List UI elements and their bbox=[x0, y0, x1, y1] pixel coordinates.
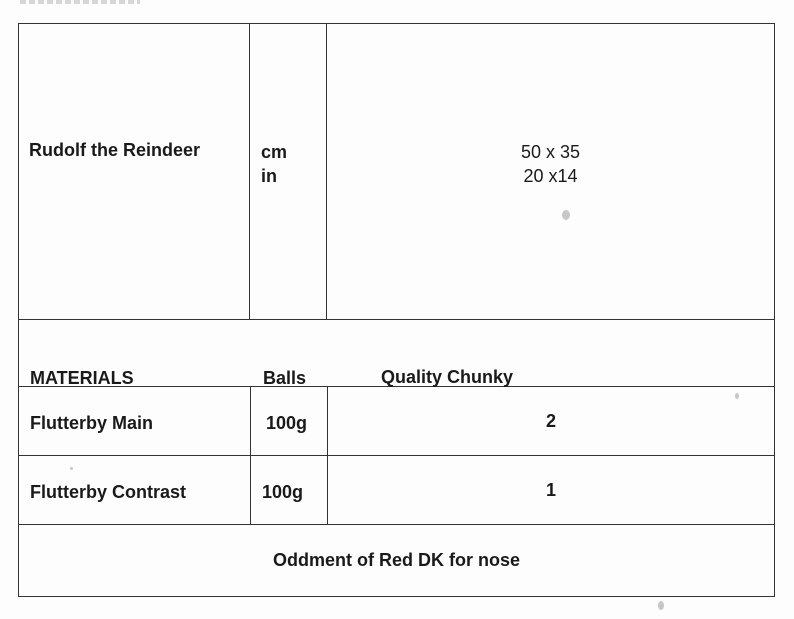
divider bbox=[250, 386, 251, 524]
size-cm-value: 50 x 35 bbox=[520, 142, 581, 162]
material-weight: 100g bbox=[262, 482, 304, 502]
design-name: Rudolf the Reindeer bbox=[29, 140, 201, 160]
material-quantity: 1 bbox=[545, 480, 556, 500]
quality-header: Quality Chunky bbox=[381, 367, 514, 387]
units-column bbox=[261, 140, 287, 188]
faint-header-text bbox=[20, 0, 140, 4]
unit-cm: cm bbox=[261, 142, 288, 162]
divider bbox=[327, 386, 328, 524]
material-name: Flutterby Main bbox=[30, 413, 154, 433]
scan-speck bbox=[658, 601, 664, 610]
unit-in: in bbox=[261, 166, 277, 186]
scan-speck bbox=[562, 210, 570, 220]
materials-header: MATERIALS bbox=[30, 368, 134, 388]
balls-header: Balls bbox=[263, 368, 307, 388]
divider bbox=[249, 24, 250, 320]
material-quantity: 2 bbox=[545, 411, 556, 431]
size-in-value: 20 x14 bbox=[523, 166, 578, 186]
pattern-table bbox=[18, 23, 775, 597]
divider bbox=[19, 319, 774, 320]
sizes-column bbox=[327, 140, 774, 188]
scan-speck bbox=[70, 467, 73, 470]
divider bbox=[19, 455, 774, 456]
divider bbox=[19, 524, 774, 525]
material-name: Flutterby Contrast bbox=[30, 482, 187, 502]
nose-note: Oddment of Red DK for nose bbox=[273, 550, 520, 570]
material-weight: 100g bbox=[266, 413, 308, 433]
scan-speck bbox=[735, 393, 739, 399]
